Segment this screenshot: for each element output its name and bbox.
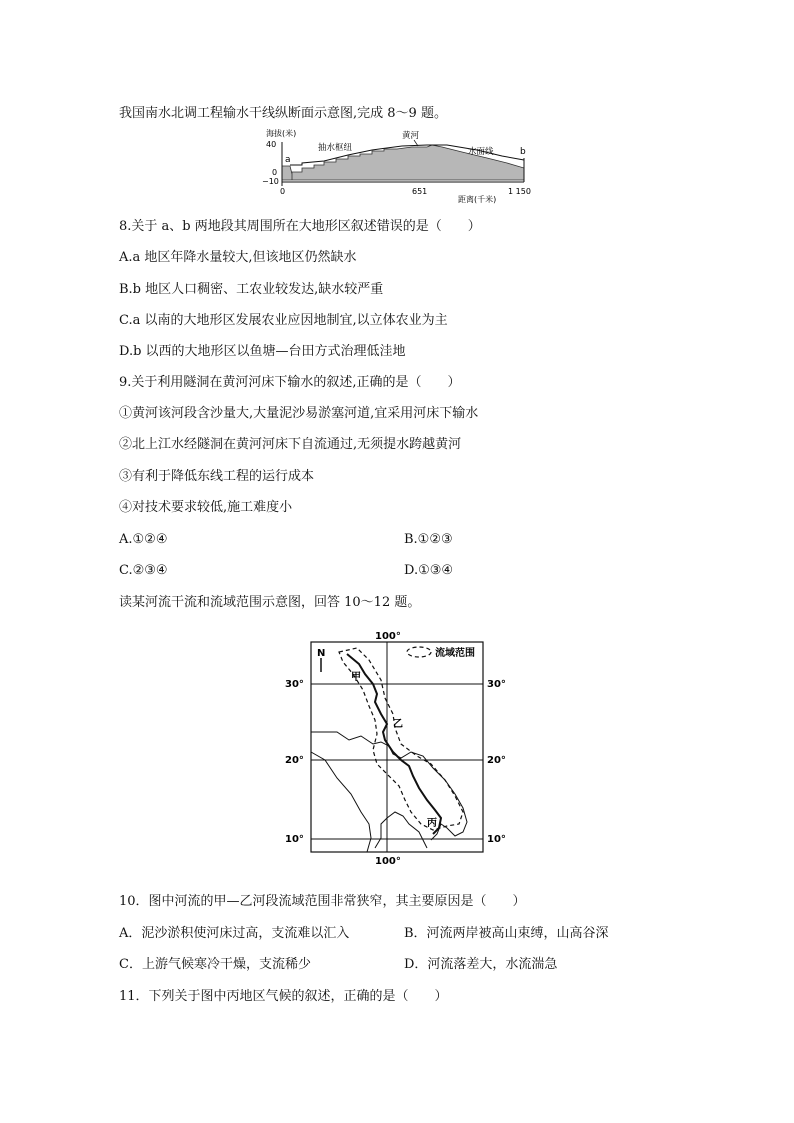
y-tick-neg10: −10 bbox=[262, 177, 279, 186]
lat-30-right: 30° bbox=[487, 679, 506, 690]
y-tick-0: 0 bbox=[272, 168, 278, 177]
canal-profile-diagram bbox=[262, 128, 542, 204]
q10-option-c: C．上游气候寒冷干燥，支流稀少 bbox=[119, 957, 311, 972]
label-pump-station: 抽水枢纽 bbox=[318, 143, 353, 153]
x-tick-0: 0 bbox=[280, 187, 286, 196]
q10-stem: 10．图中河流的甲—乙河段流域范围非常狭窄，其主要原因是（ ） bbox=[119, 894, 526, 909]
map-frame bbox=[311, 642, 483, 852]
q8-option-a: A.a 地区年降水量较大,但该地区仍然缺水 bbox=[119, 250, 357, 265]
q8-stem: 8.关于 a、b 两地段其周围所在大地形区叙述错误的是（ ） bbox=[119, 219, 481, 234]
lon-label-top: 100° bbox=[375, 631, 401, 642]
q8-option-d: D.b 以西的大地形区以鱼塘—台田方式治理低洼地 bbox=[119, 344, 406, 359]
q9-statement-4: ④对技术要求较低,施工难度小 bbox=[119, 500, 293, 515]
x-axis-label: 距离(千米) bbox=[458, 195, 497, 204]
coastline bbox=[311, 732, 467, 852]
section-intro-10-12: 读某河流干流和流域范围示意图，回答 10～12 题。 bbox=[119, 595, 421, 610]
lon-label-bottom: 100° bbox=[375, 856, 401, 867]
river-main-stem bbox=[347, 654, 441, 834]
label-a: a bbox=[285, 155, 291, 165]
q9-stem: 9.关于利用隧洞在黄河河床下输水的叙述,正确的是（ ） bbox=[119, 375, 461, 390]
q10-option-a: A．泥沙淤积使河床过高，支流难以汇入 bbox=[119, 926, 350, 941]
legend-label: 流域范围 bbox=[435, 648, 475, 659]
x-tick-1150: 1 150 bbox=[508, 187, 531, 196]
q9-option-a: A.①②④ bbox=[119, 532, 168, 547]
lat-20-right: 20° bbox=[487, 755, 506, 766]
label-bing: 丙 bbox=[427, 818, 437, 829]
q11-stem: 11．下列关于图中丙地区气候的叙述，正确的是（ ） bbox=[119, 989, 448, 1004]
y-axis-label: 海拔(米) bbox=[266, 129, 297, 138]
lat-20-left: 20° bbox=[285, 755, 304, 766]
q9-option-d: D.①③④ bbox=[404, 563, 454, 578]
q9-statement-3: ③有利于降低东线工程的运行成本 bbox=[119, 469, 315, 484]
label-yellow-river: 黄河 bbox=[402, 131, 420, 141]
q10-option-b: B．河流两岸被高山束缚，山高谷深 bbox=[404, 926, 609, 941]
river-basin-map bbox=[277, 628, 537, 868]
north-label: N bbox=[317, 648, 326, 659]
q8-option-b: B.b 地区人口稠密、工农业较发达,缺水较严重 bbox=[119, 282, 384, 297]
lat-30-left: 30° bbox=[285, 679, 304, 690]
q10-option-d: D．河流落差大，水流湍急 bbox=[404, 957, 558, 972]
q9-option-c: C.②③④ bbox=[119, 563, 168, 578]
q9-option-b: B.①②③ bbox=[404, 532, 453, 547]
q9-statement-1: ①黄河该河段含沙量大,大量泥沙易淤塞河道,宜采用河床下输水 bbox=[119, 406, 479, 421]
lat-10-right: 10° bbox=[487, 834, 506, 845]
label-water-line: 水面线 bbox=[468, 147, 494, 157]
y-tick-40: 40 bbox=[266, 140, 277, 149]
x-tick-651: 651 bbox=[412, 187, 428, 196]
legend-symbol bbox=[407, 647, 431, 657]
q8-option-c: C.a 以南的大地形区发展农业应因地制宜,以立体农业为主 bbox=[119, 313, 448, 328]
lat-10-left: 10° bbox=[285, 834, 304, 845]
label-jia: 甲 bbox=[351, 672, 361, 683]
label-yi: 乙 bbox=[393, 719, 403, 730]
section-intro-8-9: 我国南水北调工程输水干线纵断面示意图,完成 8～9 题。 bbox=[119, 106, 447, 121]
label-b: b bbox=[520, 147, 526, 157]
q9-statement-2: ②北上江水经隧洞在黄河河床下自流通过,无须提水跨越黄河 bbox=[119, 437, 462, 452]
